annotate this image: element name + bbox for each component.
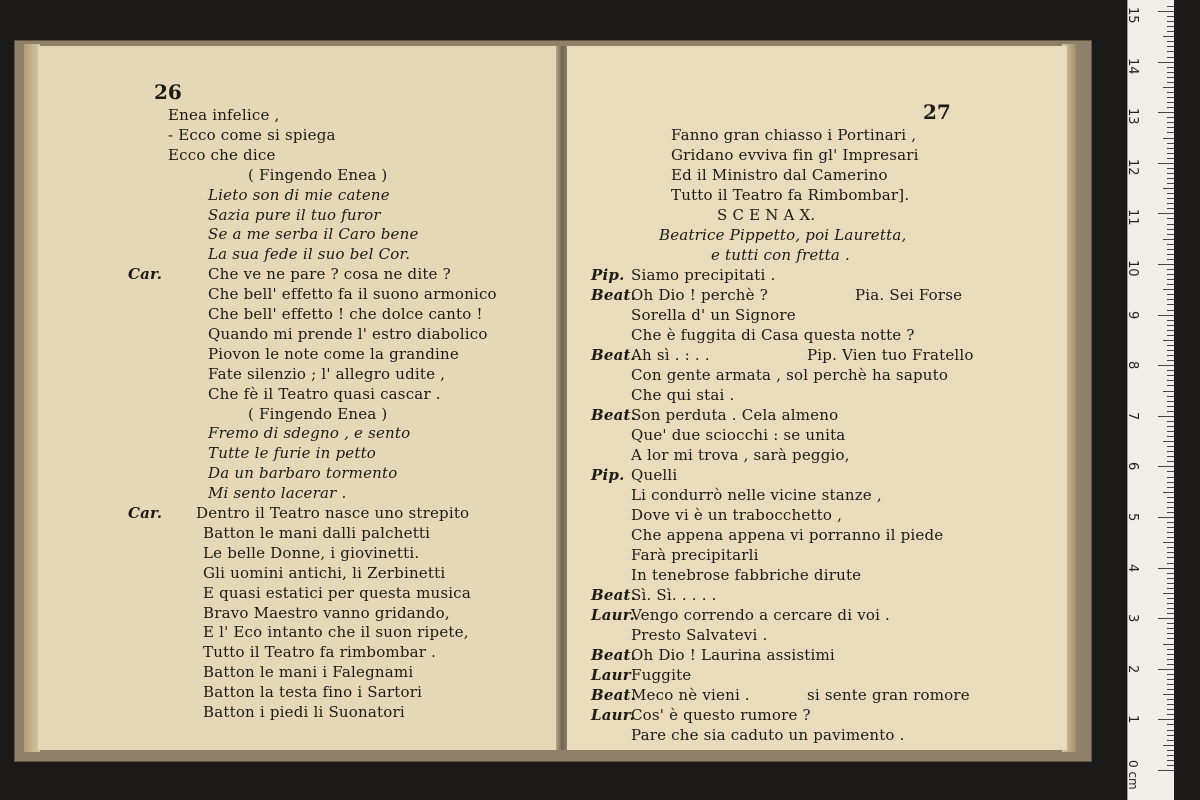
ruler-tick — [1167, 21, 1174, 22]
text-line: Da un barbaro tormento — [208, 464, 398, 483]
text-line: Meco nè vieni . — [631, 686, 750, 704]
text-line: Mi sento lacerar . — [208, 484, 347, 503]
ruler-tick — [1167, 244, 1174, 245]
ruler-tick — [1167, 72, 1174, 73]
text-line: Bravo Maestro vanno gridando, — [203, 603, 450, 622]
speaker-label: Beat. — [591, 286, 637, 304]
ruler-tick — [1167, 583, 1174, 584]
ruler-tick — [1163, 694, 1174, 695]
ruler-tick — [1167, 168, 1174, 169]
ruler-tick — [1167, 573, 1174, 574]
ruler-tick — [1158, 11, 1174, 12]
aside-text: Pip. Vien tuo Fratello — [807, 346, 974, 364]
text-line: Che ve ne pare ? cosa ne dite ? — [208, 265, 451, 284]
ruler-tick — [1158, 62, 1174, 63]
ruler-number: 11 — [1125, 209, 1140, 226]
ruler-number: 15 — [1125, 7, 1140, 24]
ruler-tick — [1167, 699, 1174, 700]
ruler-tick — [1167, 26, 1174, 27]
ruler-tick — [1167, 755, 1174, 756]
ruler-tick — [1163, 138, 1174, 139]
ruler-tick — [1167, 198, 1174, 199]
ruler-tick — [1167, 649, 1174, 650]
ruler-tick — [1167, 153, 1174, 154]
ruler-unit-label: 0 cm — [1126, 760, 1140, 790]
ruler-tick — [1163, 188, 1174, 189]
ruler-tick — [1158, 163, 1174, 164]
ruler-tick — [1167, 623, 1174, 624]
text-line: Enea infelice , — [168, 106, 280, 124]
ruler-tick — [1167, 229, 1174, 230]
ruler-tick — [1167, 740, 1174, 741]
ruler-tick — [1167, 16, 1174, 17]
ruler-tick — [1167, 158, 1174, 159]
ruler-number: 1 — [1125, 715, 1140, 724]
ruler-number: 14 — [1125, 57, 1140, 75]
ruler-tick — [1167, 249, 1174, 250]
ruler-tick — [1167, 304, 1174, 305]
ruler-number: 8 — [1125, 361, 1140, 370]
speaker-label: Laur. — [591, 706, 635, 724]
text-line: Gridano evviva fin gl' Impresari — [671, 146, 919, 164]
text-line: Que' due sciocchi : se unita — [631, 426, 846, 444]
ruler-tick — [1167, 537, 1174, 538]
ruler-tick — [1167, 477, 1174, 478]
text-line: Sì. Sì. . . . . — [631, 586, 717, 604]
ruler-tick — [1167, 97, 1174, 98]
ruler-tick — [1167, 461, 1174, 462]
ruler-number: 9 — [1125, 310, 1140, 319]
ruler-tick — [1167, 325, 1174, 326]
text-line: A lor mi trova , sarà peggio, — [631, 446, 850, 464]
text-line: Con gente armata , sol perchè ha saputo — [631, 366, 949, 384]
ruler-tick — [1167, 730, 1174, 731]
speaker-label: Pip. — [591, 266, 625, 284]
text-line: Ah sì . : . . — [631, 346, 710, 364]
text-line: Le belle Donne, i giovinetti. — [203, 543, 420, 562]
ruler-tick — [1167, 330, 1174, 331]
ruler-tick — [1167, 421, 1174, 422]
ruler-number: 12 — [1125, 158, 1140, 176]
ruler-tick — [1167, 259, 1174, 260]
page-number-right: 27 — [923, 100, 951, 124]
ruler-tick — [1167, 502, 1174, 503]
ruler-tick — [1167, 224, 1174, 225]
text-line: Oh Dio ! perchè ? — [631, 286, 768, 304]
ruler-tick — [1167, 709, 1174, 710]
ruler-tick — [1167, 51, 1174, 52]
text-line: Che è fuggita di Casa questa notte ? — [631, 326, 915, 344]
ruler-tick — [1167, 355, 1174, 356]
ruler-number: 3 — [1125, 614, 1140, 623]
ruler-tick — [1167, 507, 1174, 508]
ruler-tick — [1167, 451, 1174, 452]
ruler-tick — [1167, 608, 1174, 609]
ruler-tick — [1167, 512, 1174, 513]
text-line: Che fè il Teatro quasi cascar . — [208, 384, 441, 403]
ruler-tick — [1167, 299, 1174, 300]
text-line: Batton la testa fino i Sartori — [203, 683, 423, 702]
text-line: Gli uomini antichi, li Zerbinetti — [203, 563, 446, 582]
ruler-tick — [1167, 107, 1174, 108]
text-line: Batton le mani i Falegnami — [203, 663, 414, 682]
ruler-tick — [1163, 239, 1174, 240]
ruler-tick — [1167, 638, 1174, 639]
ruler-tick — [1167, 335, 1174, 336]
ruler-tick — [1167, 578, 1174, 579]
ruler-tick — [1167, 679, 1174, 680]
ruler-tick — [1167, 77, 1174, 78]
text-line: Fremo di sdegno , e sento — [208, 424, 411, 443]
ruler-tick — [1163, 87, 1174, 88]
text-line: e tutti con fretta . — [711, 246, 850, 264]
ruler-tick — [1167, 547, 1174, 548]
ruler-tick — [1167, 714, 1174, 715]
ruler-number: 7 — [1125, 411, 1140, 421]
ruler-tick — [1167, 82, 1174, 83]
ruler-tick — [1158, 213, 1174, 214]
speaker-label: Laur — [591, 666, 631, 684]
text-line: Li condurrò nelle vicine stanze , — [631, 486, 882, 504]
text-line: Batton le mani dalli palchetti — [203, 523, 431, 542]
text-line: Che bell' effetto fa il suono armonico — [208, 285, 497, 304]
text-line: Batton i piedi li Suonatori — [203, 703, 405, 721]
ruler-tick — [1167, 613, 1174, 614]
ruler-tick — [1167, 765, 1174, 766]
text-line: Sazia pure il tuo furor — [208, 205, 381, 224]
ruler-tick — [1167, 674, 1174, 675]
ruler-tick — [1167, 254, 1174, 255]
ruler-tick — [1167, 67, 1174, 68]
text-line: Pare che sia caduto un pavimento . — [631, 726, 905, 744]
text-line: Presto Salvatevi . — [631, 626, 768, 644]
text-line: Quelli — [631, 466, 678, 484]
ruler-tick — [1167, 269, 1174, 270]
ruler-tick — [1167, 446, 1174, 447]
speaker-label: Laur. — [591, 606, 635, 624]
speaker-label: Car. — [128, 265, 163, 284]
ruler-tick — [1163, 593, 1174, 594]
text-line: Farà precipitarli — [631, 546, 759, 564]
text-line: Siamo precipitati . — [631, 266, 776, 284]
ruler-tick — [1163, 391, 1174, 392]
text-line: Fate silenzio ; l' allegro udite , — [208, 364, 446, 383]
ruler-tick — [1167, 522, 1174, 523]
ruler-tick — [1167, 552, 1174, 553]
ruler-tick — [1163, 542, 1174, 543]
ruler-tick — [1167, 735, 1174, 736]
speaker-label: Beat. — [591, 686, 637, 704]
text-line: Che appena appena vi porranno il piede — [631, 526, 944, 544]
ruler-number: 2 — [1125, 664, 1140, 674]
ruler-tick — [1163, 289, 1174, 290]
aside-text: Pia. Sei Forse — [855, 286, 963, 304]
ruler-tick — [1167, 396, 1174, 397]
ruler-tick — [1167, 132, 1174, 133]
ruler-tick — [1167, 360, 1174, 361]
speaker-label: Beat. — [591, 646, 637, 664]
text-line: Fanno gran chiasso i Portinari , — [671, 126, 917, 144]
text-line: ( Fingendo Enea ) — [248, 165, 388, 184]
ruler-tick — [1167, 143, 1174, 144]
ruler-number: 10 — [1125, 260, 1140, 277]
ruler-tick — [1167, 274, 1174, 275]
ruler-tick — [1163, 644, 1174, 645]
ruler-tick — [1158, 365, 1174, 366]
text-line: Son perduta . Cela almeno — [631, 406, 839, 424]
text-line: Dentro il Teatro nasce uno strepito — [196, 504, 470, 522]
ruler-tick — [1158, 416, 1174, 417]
ruler-tick — [1167, 102, 1174, 103]
ruler-tick — [1167, 294, 1174, 295]
ruler-tick — [1167, 598, 1174, 599]
text-line: ( Fingendo Enea ) — [248, 404, 388, 423]
ruler-tick — [1167, 173, 1174, 174]
text-line: Fuggite — [631, 666, 692, 684]
ruler-tick — [1167, 57, 1174, 58]
text-line: Sorella d' un Signore — [631, 306, 796, 324]
text-line: In tenebrose fabbriche dirute — [631, 566, 862, 584]
text-line: Lieto son di mie catene — [208, 185, 390, 204]
ruler-number: 4 — [1125, 563, 1140, 572]
speaker-label: Beat. — [591, 406, 637, 424]
ruler-tick — [1167, 320, 1174, 321]
text-line: E l' Eco intanto che il suon ripete, — [203, 623, 469, 642]
ruler-tick — [1167, 406, 1174, 407]
speaker-label: Beat. — [591, 346, 637, 364]
speaker-label: Car. — [128, 504, 163, 522]
ruler-tick — [1167, 724, 1174, 725]
ruler-tick — [1167, 456, 1174, 457]
ruler-tick — [1167, 385, 1174, 386]
ruler-tick — [1167, 588, 1174, 589]
ruler-number: 13 — [1125, 108, 1140, 125]
ruler-tick — [1163, 340, 1174, 341]
ruler-tick — [1167, 557, 1174, 558]
ruler-tick — [1167, 426, 1174, 427]
ruler-tick — [1163, 36, 1174, 37]
ruler-tick — [1167, 436, 1174, 437]
page-number-left: 26 — [154, 80, 182, 104]
ruler-tick — [1163, 745, 1174, 746]
ruler-tick — [1167, 117, 1174, 118]
ruler-tick — [1167, 46, 1174, 47]
ruler-tick — [1167, 148, 1174, 149]
ruler-tick — [1167, 345, 1174, 346]
ruler-tick — [1167, 471, 1174, 472]
ruler-tick — [1167, 350, 1174, 351]
ruler-tick — [1158, 618, 1174, 619]
ruler-tick — [1167, 689, 1174, 690]
text-line: - Ecco come si spiega — [168, 125, 336, 144]
left-page — [38, 46, 559, 750]
ruler-tick — [1167, 684, 1174, 685]
text-line: Ed il Ministro dal Camerino — [671, 166, 888, 184]
text-line: Che qui stai . — [631, 386, 735, 404]
text-line: Tutte le furie in petto — [208, 444, 377, 463]
ruler-tick — [1158, 517, 1174, 518]
ruler-tick — [1167, 375, 1174, 376]
ruler-tick — [1167, 497, 1174, 498]
ruler-tick — [1167, 310, 1174, 311]
ruler-tick — [1167, 431, 1174, 432]
text-line: Cos' è questo rumore ? — [631, 706, 811, 724]
text-line: Beatrice Pippetto, poi Lauretta, — [659, 226, 907, 244]
ruler-tick — [1158, 719, 1174, 720]
ruler-tick — [1167, 178, 1174, 179]
ruler-tick — [1167, 563, 1174, 564]
text-line: Vengo correndo a cercare di voi . — [631, 606, 891, 624]
ruler-tick — [1167, 487, 1174, 488]
aside-text: si sente gran romore — [807, 686, 970, 704]
ruler-tick — [1167, 370, 1174, 371]
speaker-label: Pip. — [591, 466, 625, 484]
ruler-tick — [1163, 441, 1174, 442]
ruler-tick — [1167, 41, 1174, 42]
speaker-label: Beat. — [591, 586, 637, 604]
ruler-tick — [1158, 264, 1174, 265]
ruler-tick — [1167, 654, 1174, 655]
ruler-number: 6 — [1125, 462, 1140, 471]
ruler-tick — [1167, 659, 1174, 660]
ruler-tick — [1167, 633, 1174, 634]
ruler-tick — [1158, 568, 1174, 569]
text-line: Piovon le note come la grandine — [208, 344, 459, 363]
ruler-tick — [1167, 664, 1174, 665]
ruler-tick — [1167, 6, 1174, 7]
ruler-tick — [1167, 234, 1174, 235]
ruler-tick — [1158, 315, 1174, 316]
ruler-tick — [1167, 704, 1174, 705]
text-line: Se a me serba il Caro bene — [208, 225, 419, 244]
ruler-tick — [1167, 193, 1174, 194]
ruler-tick — [1167, 31, 1174, 32]
ruler-tick — [1158, 669, 1174, 670]
ruler-tick — [1158, 770, 1174, 771]
ruler-tick — [1167, 122, 1174, 123]
ruler-tick — [1167, 401, 1174, 402]
text-line: Tutto il Teatro fa Rimbombar]. — [671, 186, 910, 204]
ruler-tick — [1163, 492, 1174, 493]
text-line: E quasi estatici per questa musica — [203, 583, 472, 602]
ruler-tick — [1167, 532, 1174, 533]
text-line: Che bell' effetto ! che dolce canto ! — [208, 305, 483, 323]
text-line: Dove vi è un trabocchetto , — [631, 506, 843, 524]
ruler-tick — [1167, 203, 1174, 204]
ruler-tick — [1167, 284, 1174, 285]
text-line: Ecco che dice — [168, 145, 276, 164]
ruler-tick — [1158, 112, 1174, 113]
ruler-tick — [1167, 760, 1174, 761]
ruler-tick — [1167, 380, 1174, 381]
ruler-tick — [1167, 603, 1174, 604]
ruler-number: 5 — [1125, 513, 1140, 522]
measurement-ruler — [1127, 0, 1174, 800]
text-line: S C E N A X. — [717, 206, 816, 224]
ruler-tick — [1167, 628, 1174, 629]
ruler-tick — [1167, 183, 1174, 184]
ruler-tick — [1167, 208, 1174, 209]
ruler-tick — [1167, 127, 1174, 128]
text-line: Oh Dio ! Laurina assistimi — [631, 646, 835, 664]
text-line: Tutto il Teatro fa rimbombar . — [203, 643, 437, 662]
right-page — [567, 46, 1067, 750]
ruler-tick — [1167, 279, 1174, 280]
ruler-tick — [1167, 92, 1174, 93]
ruler-tick — [1167, 411, 1174, 412]
text-line: Quando mi prende l' estro diabolico — [208, 324, 488, 343]
ruler-tick — [1167, 218, 1174, 219]
ruler-tick — [1167, 527, 1174, 528]
ruler-tick — [1167, 750, 1174, 751]
text-line: La sua fede il suo bel Cor. — [208, 245, 411, 264]
ruler-tick — [1158, 466, 1174, 467]
ruler-tick — [1167, 482, 1174, 483]
